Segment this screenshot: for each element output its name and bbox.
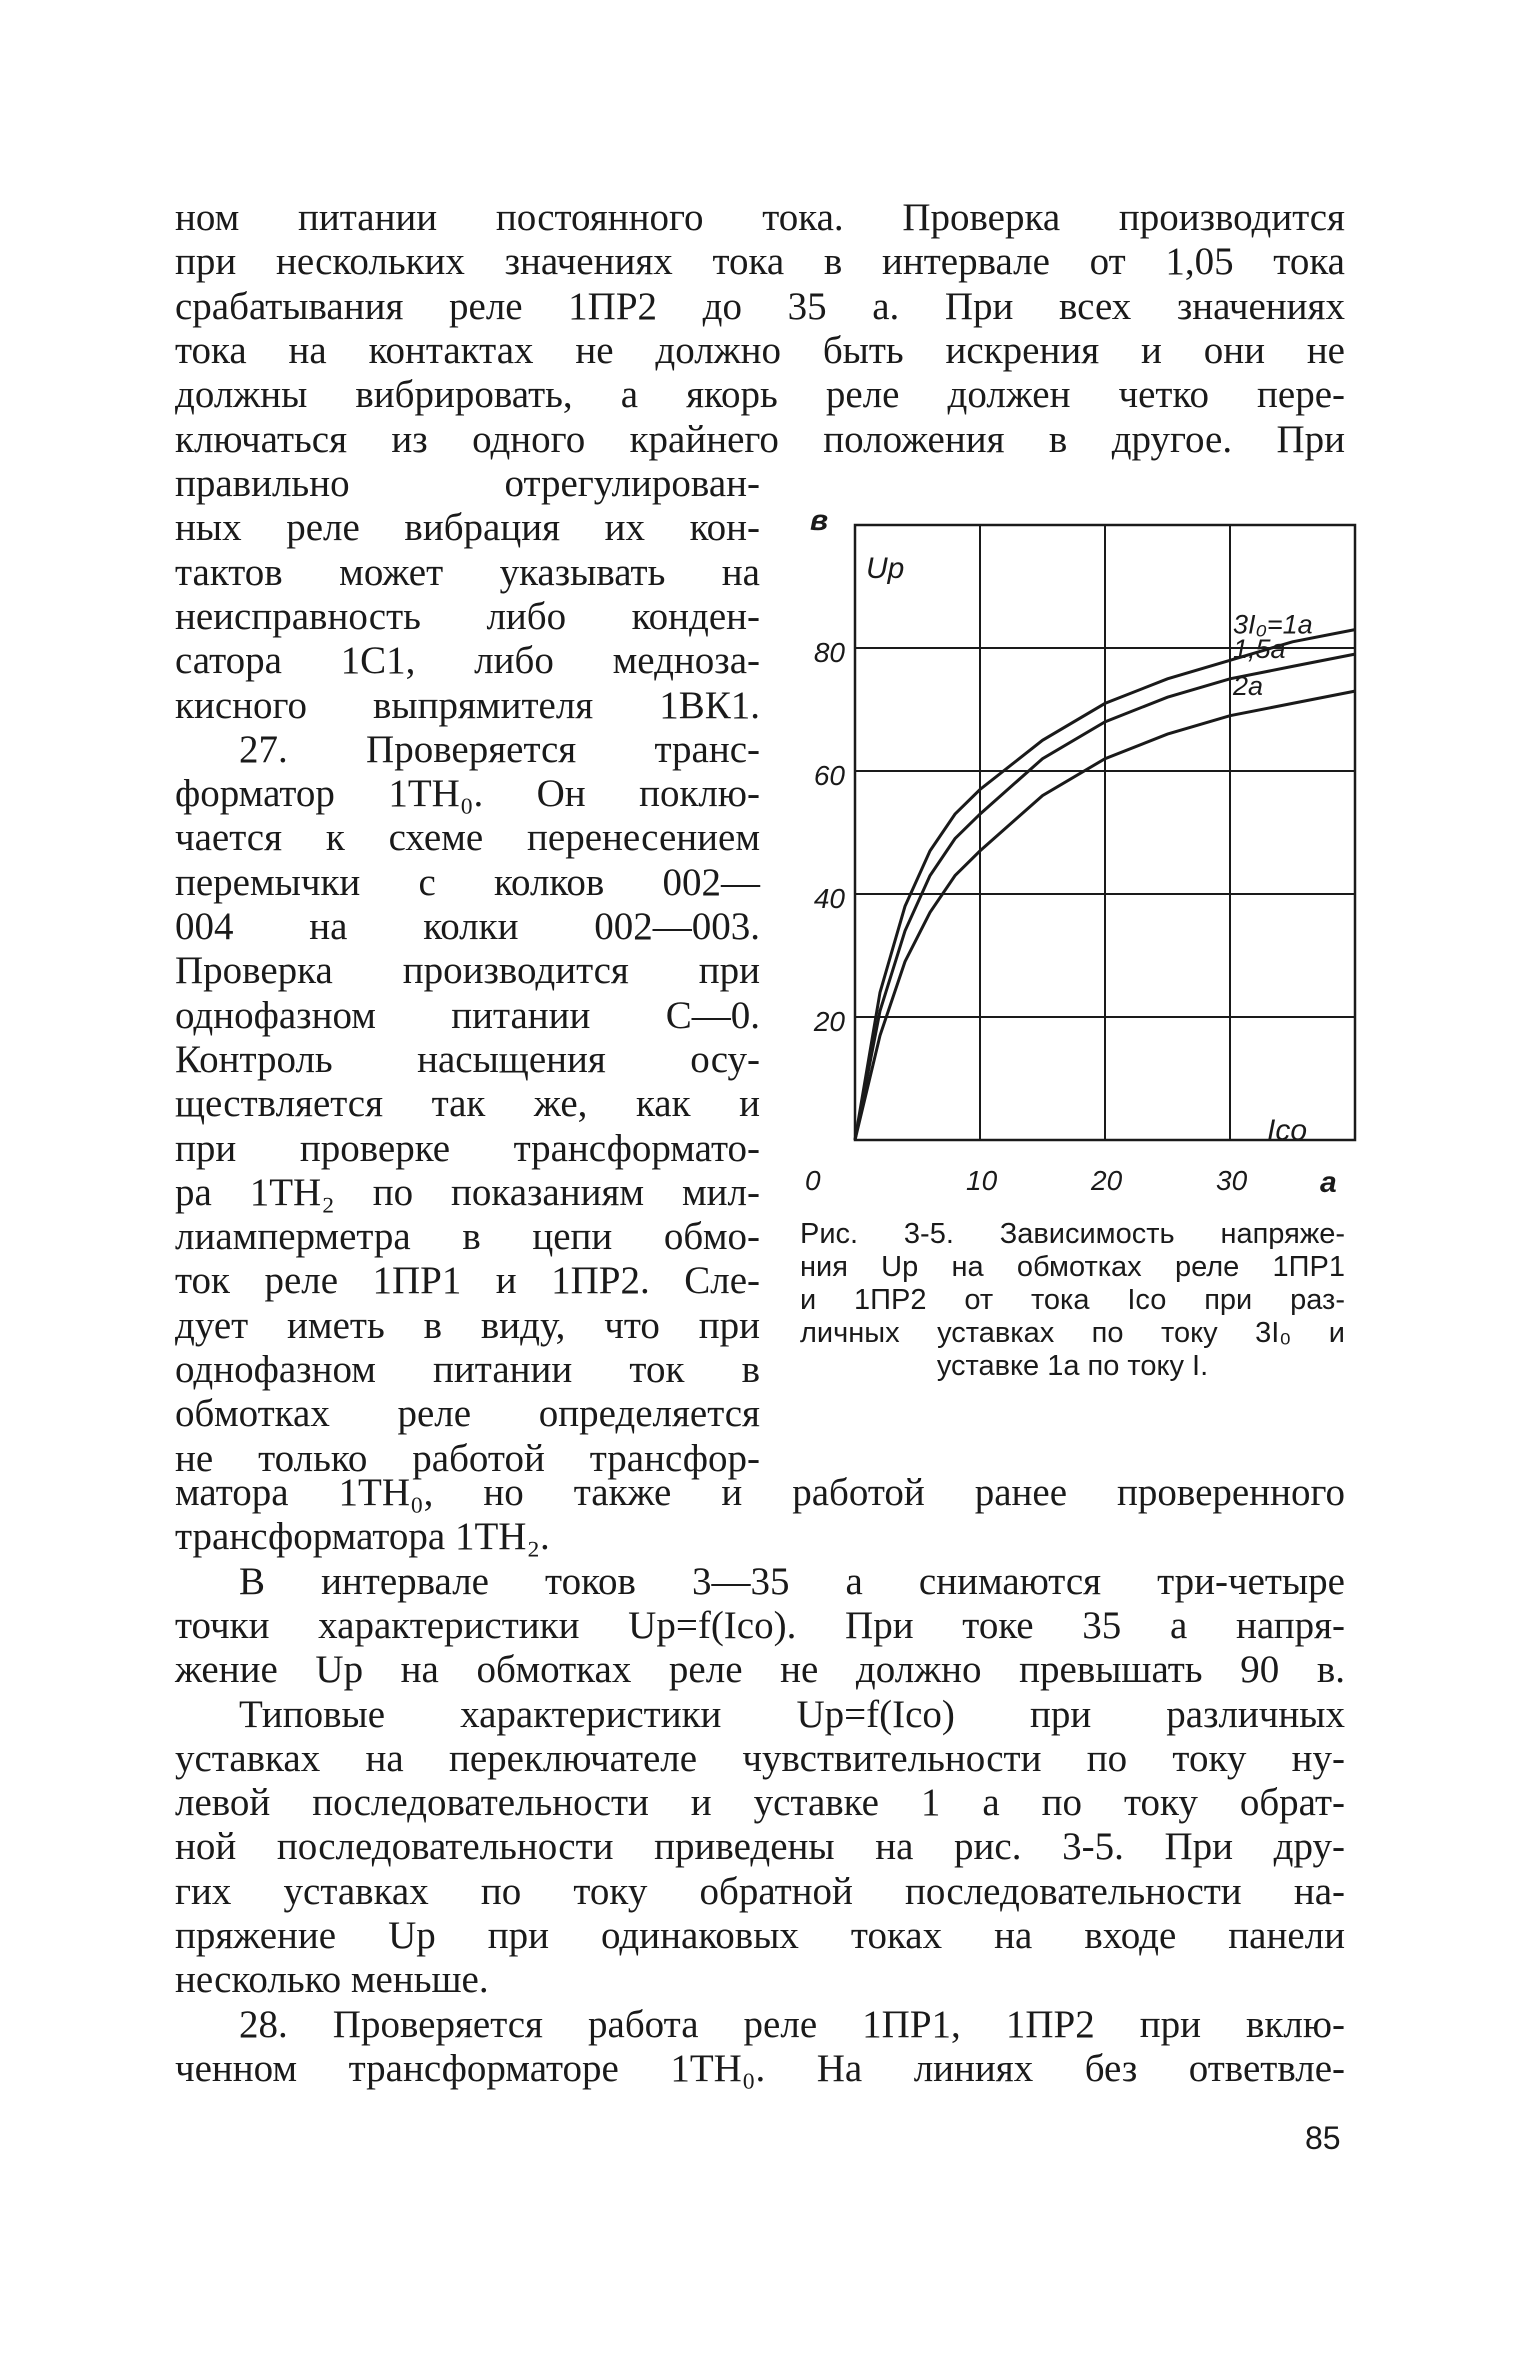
text-line: лиамперметра в цепи обмо- <box>175 1215 760 1259</box>
text-line: при проверке трансформато- <box>175 1126 760 1170</box>
text-line: ной последовательности приведены на рис. 3-5. При дру- <box>175 1825 1345 1869</box>
text-line: Контроль насыщения осу- <box>175 1037 760 1081</box>
text-line: перемычки с колков 002— <box>175 860 760 904</box>
text-line: несколько меньше. <box>175 1958 489 2002</box>
x-tick-label: 30 <box>1216 1165 1248 1196</box>
text-line: однофазном питании С—0. <box>175 993 760 1037</box>
text-line: 004 на колки 002—003. <box>175 905 760 948</box>
series-label-0: 3I₀=1а <box>1233 609 1313 640</box>
text-line: однофазном питании ток в <box>175 1348 760 1391</box>
text-line: гих уставках по току обратной последовательности на- <box>175 1869 1345 1913</box>
caption-line: ния Uр на обмотках реле 1ПР1 <box>800 1251 1345 1283</box>
page-number: 85 <box>1305 2120 1341 2156</box>
text-line: сатора 1С1, либо медноза- <box>175 639 760 683</box>
text-line: В интервале токов 3—35 а снимаются три-четыре <box>239 1559 1345 1603</box>
text-line: тактов может указывать на <box>175 550 760 594</box>
caption-line: и 1ПР2 от тока Iсо при раз- <box>800 1284 1345 1316</box>
series-label-2: 2а <box>1233 671 1264 702</box>
text-line: правильно отрегулирован- <box>175 462 760 505</box>
text-line: дует иметь в виду, что при <box>175 1303 760 1347</box>
x-tick-label: 10 <box>966 1165 998 1196</box>
text-line: при нескольких значениях тока в интервале от 1,05 тока <box>175 240 1345 284</box>
text-line: жение Uр на обмотках реле не должно превышать 90 в. <box>175 1648 1345 1692</box>
text-line: должны вибрировать, а якорь реле должен четко пере- <box>175 373 1345 417</box>
text-line: кисного выпрямителя 1ВК1. <box>175 683 760 727</box>
x-tick-label: 0 <box>805 1165 821 1196</box>
text-line: пряжение Uр при одинаковых токах на входе панели <box>175 1914 1345 1957</box>
y-axis-label: Uр <box>866 552 905 585</box>
text-line: ключаться из одного крайнего положения в другое. При <box>175 417 1345 461</box>
caption-line: уставке 1а по току I. <box>936 1350 1209 1382</box>
text-line: не только работой трансфор- <box>175 1436 760 1480</box>
text-line: неисправность либо конден- <box>175 594 760 638</box>
y-tick-label: 80 <box>813 637 845 668</box>
caption-line: личных уставках по току 3I₀ и <box>800 1317 1345 1349</box>
text-line: левой последовательности и уставке 1 а по току обрат- <box>175 1781 1345 1825</box>
text-line: уставках на переключателе чувствительности по току ну- <box>175 1736 1345 1780</box>
y-tick-label: 20 <box>813 1006 845 1037</box>
text-line: форматор 1ТН₀. Он поклю- <box>175 772 760 816</box>
x-axis-label: Iсо <box>1267 1114 1308 1147</box>
text-line: ток реле 1ПР1 и 1ПР2. Сле- <box>175 1259 760 1303</box>
text-line: Проверка производится при <box>175 949 760 993</box>
text-line: 28. Проверяется работа реле 1ПР1, 1ПР2 при вклю- <box>239 2002 1345 2046</box>
y-tick-label: 60 <box>813 760 845 791</box>
text-line: ных реле вибрация их кон- <box>175 506 760 550</box>
chart-y-tick-labels <box>813 637 846 1037</box>
text-line: срабатывания реле 1ПР2 до 35 а. При всех значениях <box>175 284 1345 328</box>
text-line: обмотках реле определяется <box>175 1392 760 1436</box>
text-line: тока на контактах не должно быть искрения и они не <box>175 328 1345 372</box>
y-unit-label: в <box>810 504 829 537</box>
figure-3-5-chart <box>780 500 1360 1220</box>
caption-line: Рис. 3-5. Зависимость напряже- <box>800 1218 1345 1250</box>
text-line: ществляется так же, как и <box>175 1082 760 1126</box>
y-tick-label: 40 <box>813 883 845 914</box>
text-line: точки характеристики Uр=f(Iсо). При токе 35 а напря- <box>175 1603 1345 1647</box>
chart-x-tick-labels <box>805 1165 1248 1196</box>
text-line: ченном трансформаторе 1ТН₀. На линиях без ответвле- <box>175 2046 1345 2090</box>
x-tick-label: 20 <box>1091 1165 1123 1196</box>
series-label-1: 1,5а <box>1233 634 1286 665</box>
text-line: трансформатора 1ТН₂. <box>175 1515 550 1559</box>
text-line: ра 1ТН₂ по показаниям мил- <box>175 1170 760 1214</box>
text-line: матора 1ТН₀, но также и работой ранее проверенного <box>175 1471 1345 1514</box>
text-line: чается к схеме перенесением <box>175 816 760 860</box>
x-unit-label: а <box>1320 1166 1337 1199</box>
text-line: 27. Проверяется транс- <box>239 727 760 771</box>
text-line: Типовые характеристики Uр=f(Iсо) при различных <box>239 1692 1345 1736</box>
text-line: ном питании постоянного тока. Проверка производится <box>175 196 1345 239</box>
